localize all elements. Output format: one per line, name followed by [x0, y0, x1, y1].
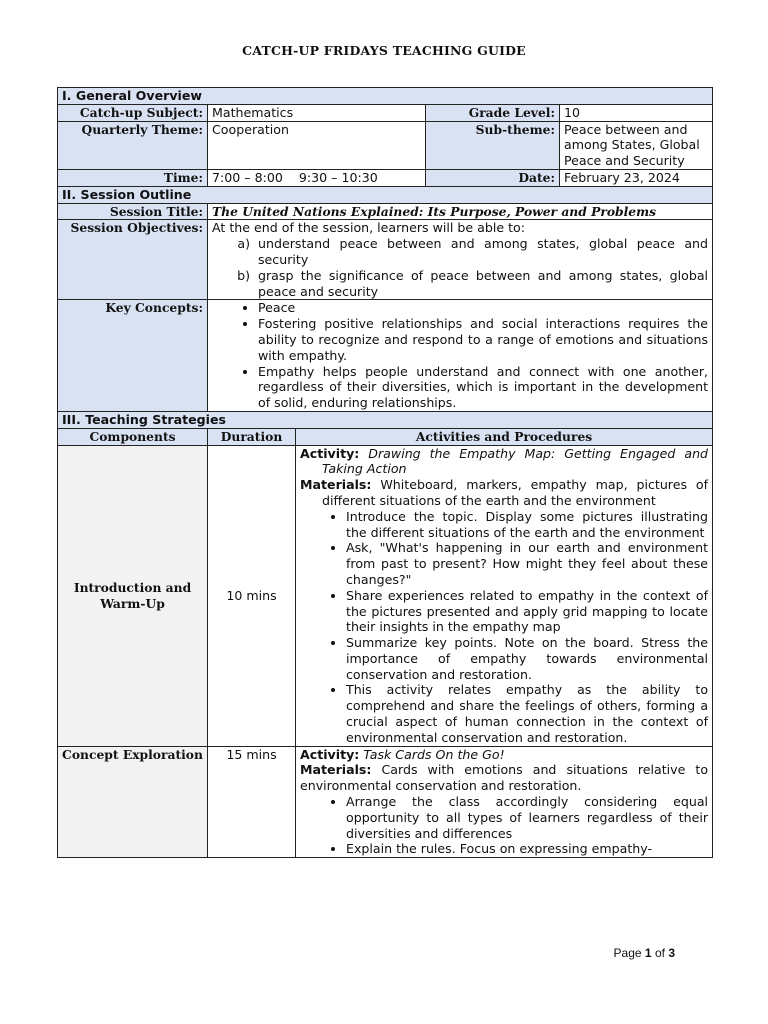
session-title-label: Session Title: — [58, 203, 208, 220]
column-header-duration: Duration — [208, 428, 296, 445]
activities-concept — [296, 746, 713, 858]
general-overview-heading-row — [58, 88, 713, 105]
theme-row — [58, 121, 713, 169]
time-value: 7:00 – 8:00 9:30 – 10:30 — [208, 169, 426, 186]
materials-label: Materials: — [300, 477, 372, 493]
activity-line — [300, 446, 708, 478]
section-heading-outline: II. Session Outline — [58, 186, 713, 203]
procedure-step: • Summarize key points. Note on the board. Stress the importance of empathy towards environmental conservation and restoration. — [346, 635, 708, 682]
concepts-list — [212, 300, 708, 411]
time-row — [58, 169, 713, 186]
objectives-list — [212, 236, 708, 299]
procedure-step: • Explain the rules. Focus on expressing empathy- — [346, 841, 708, 857]
materials-line — [300, 762, 708, 794]
grade-value: 10 — [560, 104, 713, 121]
subject-row — [58, 104, 713, 121]
concepts-cell — [208, 300, 713, 412]
objectives-label: Session Objectives: — [58, 220, 208, 300]
activity-label: Activity: — [300, 746, 360, 762]
teaching-guide-table — [57, 87, 713, 858]
theme-label: Quarterly Theme: — [58, 121, 208, 169]
concepts-label: Key Concepts: — [58, 300, 208, 412]
theme-value: Cooperation — [208, 121, 426, 169]
duration-concept: 15 mins — [208, 746, 296, 858]
objectives-row — [58, 220, 713, 300]
materials-text: Whiteboard, markers, empathy map, pictures of different situations of the earth and the environment — [322, 477, 709, 508]
page-total: 3 — [668, 946, 675, 960]
procedure-step: • This activity relates empathy as the ability to comprehend and share the feelings of others, forming a crucial aspect of human connection in the context of environmental conservation and restoration. — [346, 682, 708, 745]
subject-label: Catch-up Subject: — [58, 104, 208, 121]
page-current: 1 — [644, 946, 652, 960]
procedure-list — [300, 509, 708, 746]
procedure-list — [300, 794, 708, 857]
materials-text: Cards with emotions and situations relative to environmental conservation and restoration. — [300, 762, 709, 794]
concept-item: • Empathy helps people understand and connect with one another, regardless of their diversities, which is important in the development of solid, enduring relationships. — [258, 364, 708, 411]
concepts-row — [58, 300, 713, 412]
procedure-step: • Share experiences related to empathy in the context of the pictures presented and apply grid mapping to locate their insights in the empathy map — [346, 588, 708, 635]
subtheme-label: Sub-theme: — [426, 121, 560, 169]
objectives-cell — [208, 220, 713, 300]
strategy-row-concept — [58, 746, 713, 858]
duration-intro: 10 mins — [208, 445, 296, 746]
activity-line — [300, 747, 708, 763]
materials-line — [300, 477, 708, 509]
subtheme-value: Peace between and among States, Global Peace and Security — [560, 121, 713, 169]
page-footer — [614, 946, 675, 960]
session-outline-heading-row — [58, 186, 713, 203]
procedure-step: • Ask, "What's happening in our earth and environment from past to present? How might they feel about these changes?" — [346, 540, 708, 587]
session-title-value: The United Nations Explained: Its Purpose, Power and Problems — [208, 203, 713, 220]
date-value: February 23, 2024 — [560, 169, 713, 186]
page-of-word: of — [654, 946, 665, 960]
activity-name: Task Cards On the Go! — [363, 746, 505, 762]
materials-label: Materials: — [300, 762, 372, 778]
section-heading-strategies: III. Teaching Strategies — [58, 411, 713, 428]
procedure-step: • Introduce the topic. Display some pictures illustrating the different situations of the earth and the environment — [346, 509, 708, 541]
procedure-step: • Arrange the class accordingly considering equal opportunity to all types of learners regardless of their diversities and differences — [346, 794, 708, 841]
column-header-activities: Activities and Procedures — [296, 428, 713, 445]
document-title: CATCH-UP FRIDAYS TEACHING GUIDE — [242, 43, 526, 58]
component-intro: Introduction and Warm-Up — [58, 445, 208, 746]
subject-value: Mathematics — [208, 104, 426, 121]
activities-intro — [296, 445, 713, 746]
objective-item: a. understand peace between and among states, global peace and security — [258, 236, 708, 268]
session-title-row — [58, 203, 713, 220]
column-header-components: Components — [58, 428, 208, 445]
objective-item: b. grasp the significance of peace between and among states, global peace and security — [258, 268, 708, 300]
concept-item: • Fostering positive relationships and social interactions requires the ability to recognize and respond to a range of emotions and situations with empathy. — [258, 316, 708, 363]
section-heading-general: I. General Overview — [58, 88, 713, 105]
grade-label: Grade Level: — [426, 104, 560, 121]
date-label: Date: — [426, 169, 560, 186]
activity-label: Activity: — [300, 445, 360, 461]
objectives-intro: At the end of the session, learners will be able to: — [212, 220, 525, 236]
strategy-row-intro — [58, 445, 713, 746]
strategies-header-row — [58, 428, 713, 445]
teaching-strategies-heading-row — [58, 411, 713, 428]
page-word: Page — [613, 946, 642, 960]
activity-name: Drawing the Empathy Map: Getting Engaged and Taking Action — [322, 445, 709, 477]
component-concept: Concept Exploration — [58, 746, 208, 858]
time-label: Time: — [58, 169, 208, 186]
concept-item: • Peace — [258, 300, 708, 316]
